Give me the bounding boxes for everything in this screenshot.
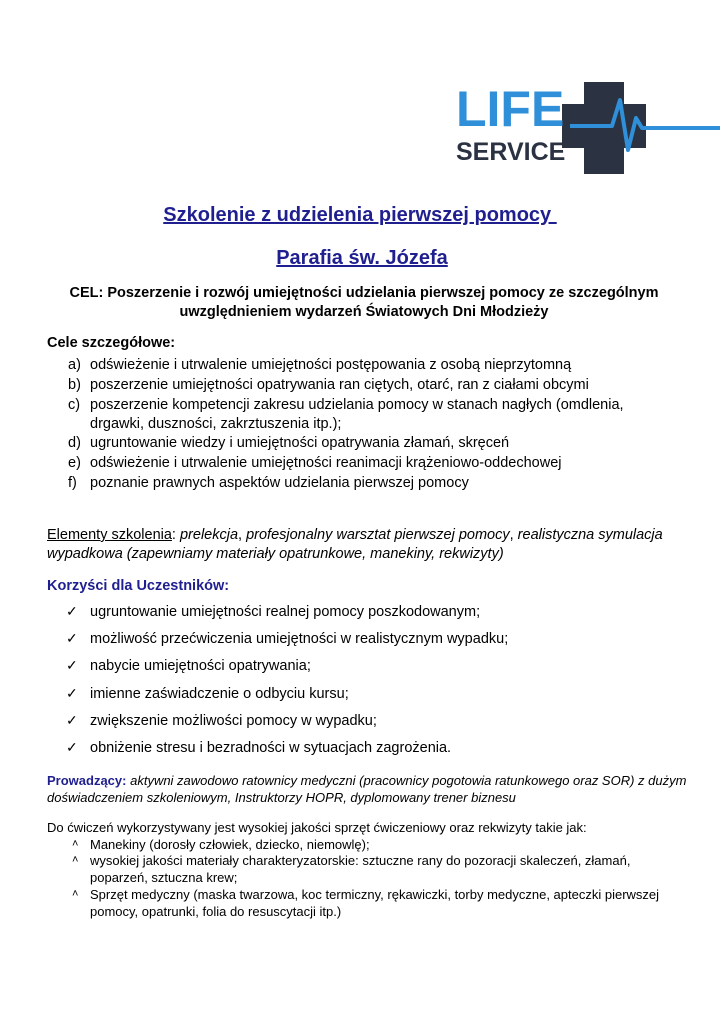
- list-item-text: poszerzenie kompetencji zakresu udzielania pomocy w stanach nagłych (omdlenia, drgawki, duszności, zakrztuszenia itp.);: [90, 397, 624, 432]
- list-item-text: poszerzenie umiejętności opatrywania ran ciętych, otarć, ran z ciałami obcymi: [90, 377, 589, 393]
- objectives-heading: Cele szczegółowe:: [47, 335, 176, 351]
- benefits-heading: Korzyści dla Uczestników:: [47, 578, 230, 594]
- list-item-text: nabycie umiejętności opatrywania;: [90, 658, 311, 674]
- training-elements-label: Elementy szkolenia: [47, 527, 172, 543]
- list-item-text: możliwość przećwiczenia umiejętności w realistycznym wypadku;: [90, 631, 509, 647]
- life-service-logo: [452, 70, 722, 178]
- element-workshop: profesjonalny warsztat pierwszej pomocy: [246, 527, 510, 543]
- list-marker: d): [68, 435, 81, 451]
- medical-cross-icon: [452, 70, 722, 178]
- list-item-text: odświeżenie i utrwalenie umiejętności postępowania z osobą nieprzytomną: [90, 357, 572, 373]
- list-item-text: Manekiny (dorosły człowiek, dziecko, niemowlę);: [90, 837, 370, 852]
- goal-statement: CEL: Poszerzenie i rozwój umiejętności udzielania pierwszej pomocy ze szczególnym uwzględnieniem wydarzeń Światowych Dni Młodzieży: [69, 285, 659, 320]
- instructors-text: aktywni zawodowo ratownicy medyczni (pracownicy pogotowia ratunkowego oraz SOR) z dużym doświadczeniem szkoleniowym, Instruktorzy HOPR, dyplomowany trener biznesu: [47, 773, 687, 805]
- separator: ,: [509, 527, 518, 543]
- checkmark-icon: ✓: [66, 712, 78, 728]
- list-item-text: imienne zaświadczenie o odbyciu kursu;: [90, 686, 349, 702]
- list-item-text: wysokiej jakości materiały charakteryzatorskie: sztuczne rany do pozoracji skaleczeń, złamań, poparzeń, sztuczna krew;: [90, 853, 631, 885]
- instructors-label: Prowadzący:: [47, 773, 127, 788]
- list-marker: f): [68, 475, 77, 491]
- list-marker: e): [68, 455, 81, 471]
- page-subtitle: Parafia św. Józefa: [276, 247, 448, 269]
- element-simulation: realistyczna symulacja wypadkowa (zapewniamy materiały opatrunkowe, manekiny, rekwizyty): [47, 527, 663, 562]
- checkmark-icon: ✓: [66, 657, 78, 673]
- separator: ,: [238, 527, 247, 543]
- list-item-text: poznanie prawnych aspektów udzielania pierwszej pomocy: [90, 475, 469, 491]
- page-title: Szkolenie z udzielenia pierwszej pomocy: [163, 204, 557, 226]
- checkmark-icon: ✓: [66, 603, 78, 619]
- instructors-paragraph: [47, 772, 687, 806]
- list-item-text: Sprzęt medyczny (maska twarzowa, koc termiczny, rękawiczki, torby medyczne, apteczki pierwszej pomocy, opatrunki, folia do resuscytacji itp.): [90, 887, 660, 919]
- caret-bullet-icon: ˄: [72, 854, 79, 866]
- caret-bullet-icon: ˄: [72, 888, 79, 900]
- checkmark-icon: ✓: [66, 630, 78, 646]
- training-elements: [47, 526, 687, 564]
- list-item-text: ugruntowanie umiejętności realnej pomocy poszkodowanym;: [90, 604, 481, 620]
- element-lecture: prelekcja: [179, 527, 239, 543]
- list-item-text: odświeżenie i utrwalenie umiejętności reanimacji krążeniowo-oddechowej: [90, 455, 562, 471]
- logo-life-text: LIFE: [456, 81, 565, 137]
- checkmark-icon: ✓: [66, 739, 78, 755]
- list-marker: c): [68, 397, 81, 413]
- list-item-text: obniżenie stresu i bezradności w sytuacjach zagrożenia.: [90, 740, 452, 756]
- list-marker: b): [68, 377, 81, 393]
- separator: :: [171, 527, 180, 543]
- list-item-text: zwiększenie możliwości pomocy w wypadku;: [90, 713, 377, 729]
- list-marker: a): [68, 357, 81, 373]
- logo-service-text: SERVICE: [456, 138, 566, 166]
- list-item-text: ugruntowanie wiedzy i umiejętności opatrywania złamań, skręceń: [90, 435, 510, 451]
- checkmark-icon: ✓: [66, 685, 78, 701]
- caret-bullet-icon: ˄: [72, 838, 79, 850]
- equipment-intro: Do ćwiczeń wykorzystywany jest wysokiej jakości sprzęt ćwiczeniowy oraz rekwizyty takie jak:: [47, 820, 587, 835]
